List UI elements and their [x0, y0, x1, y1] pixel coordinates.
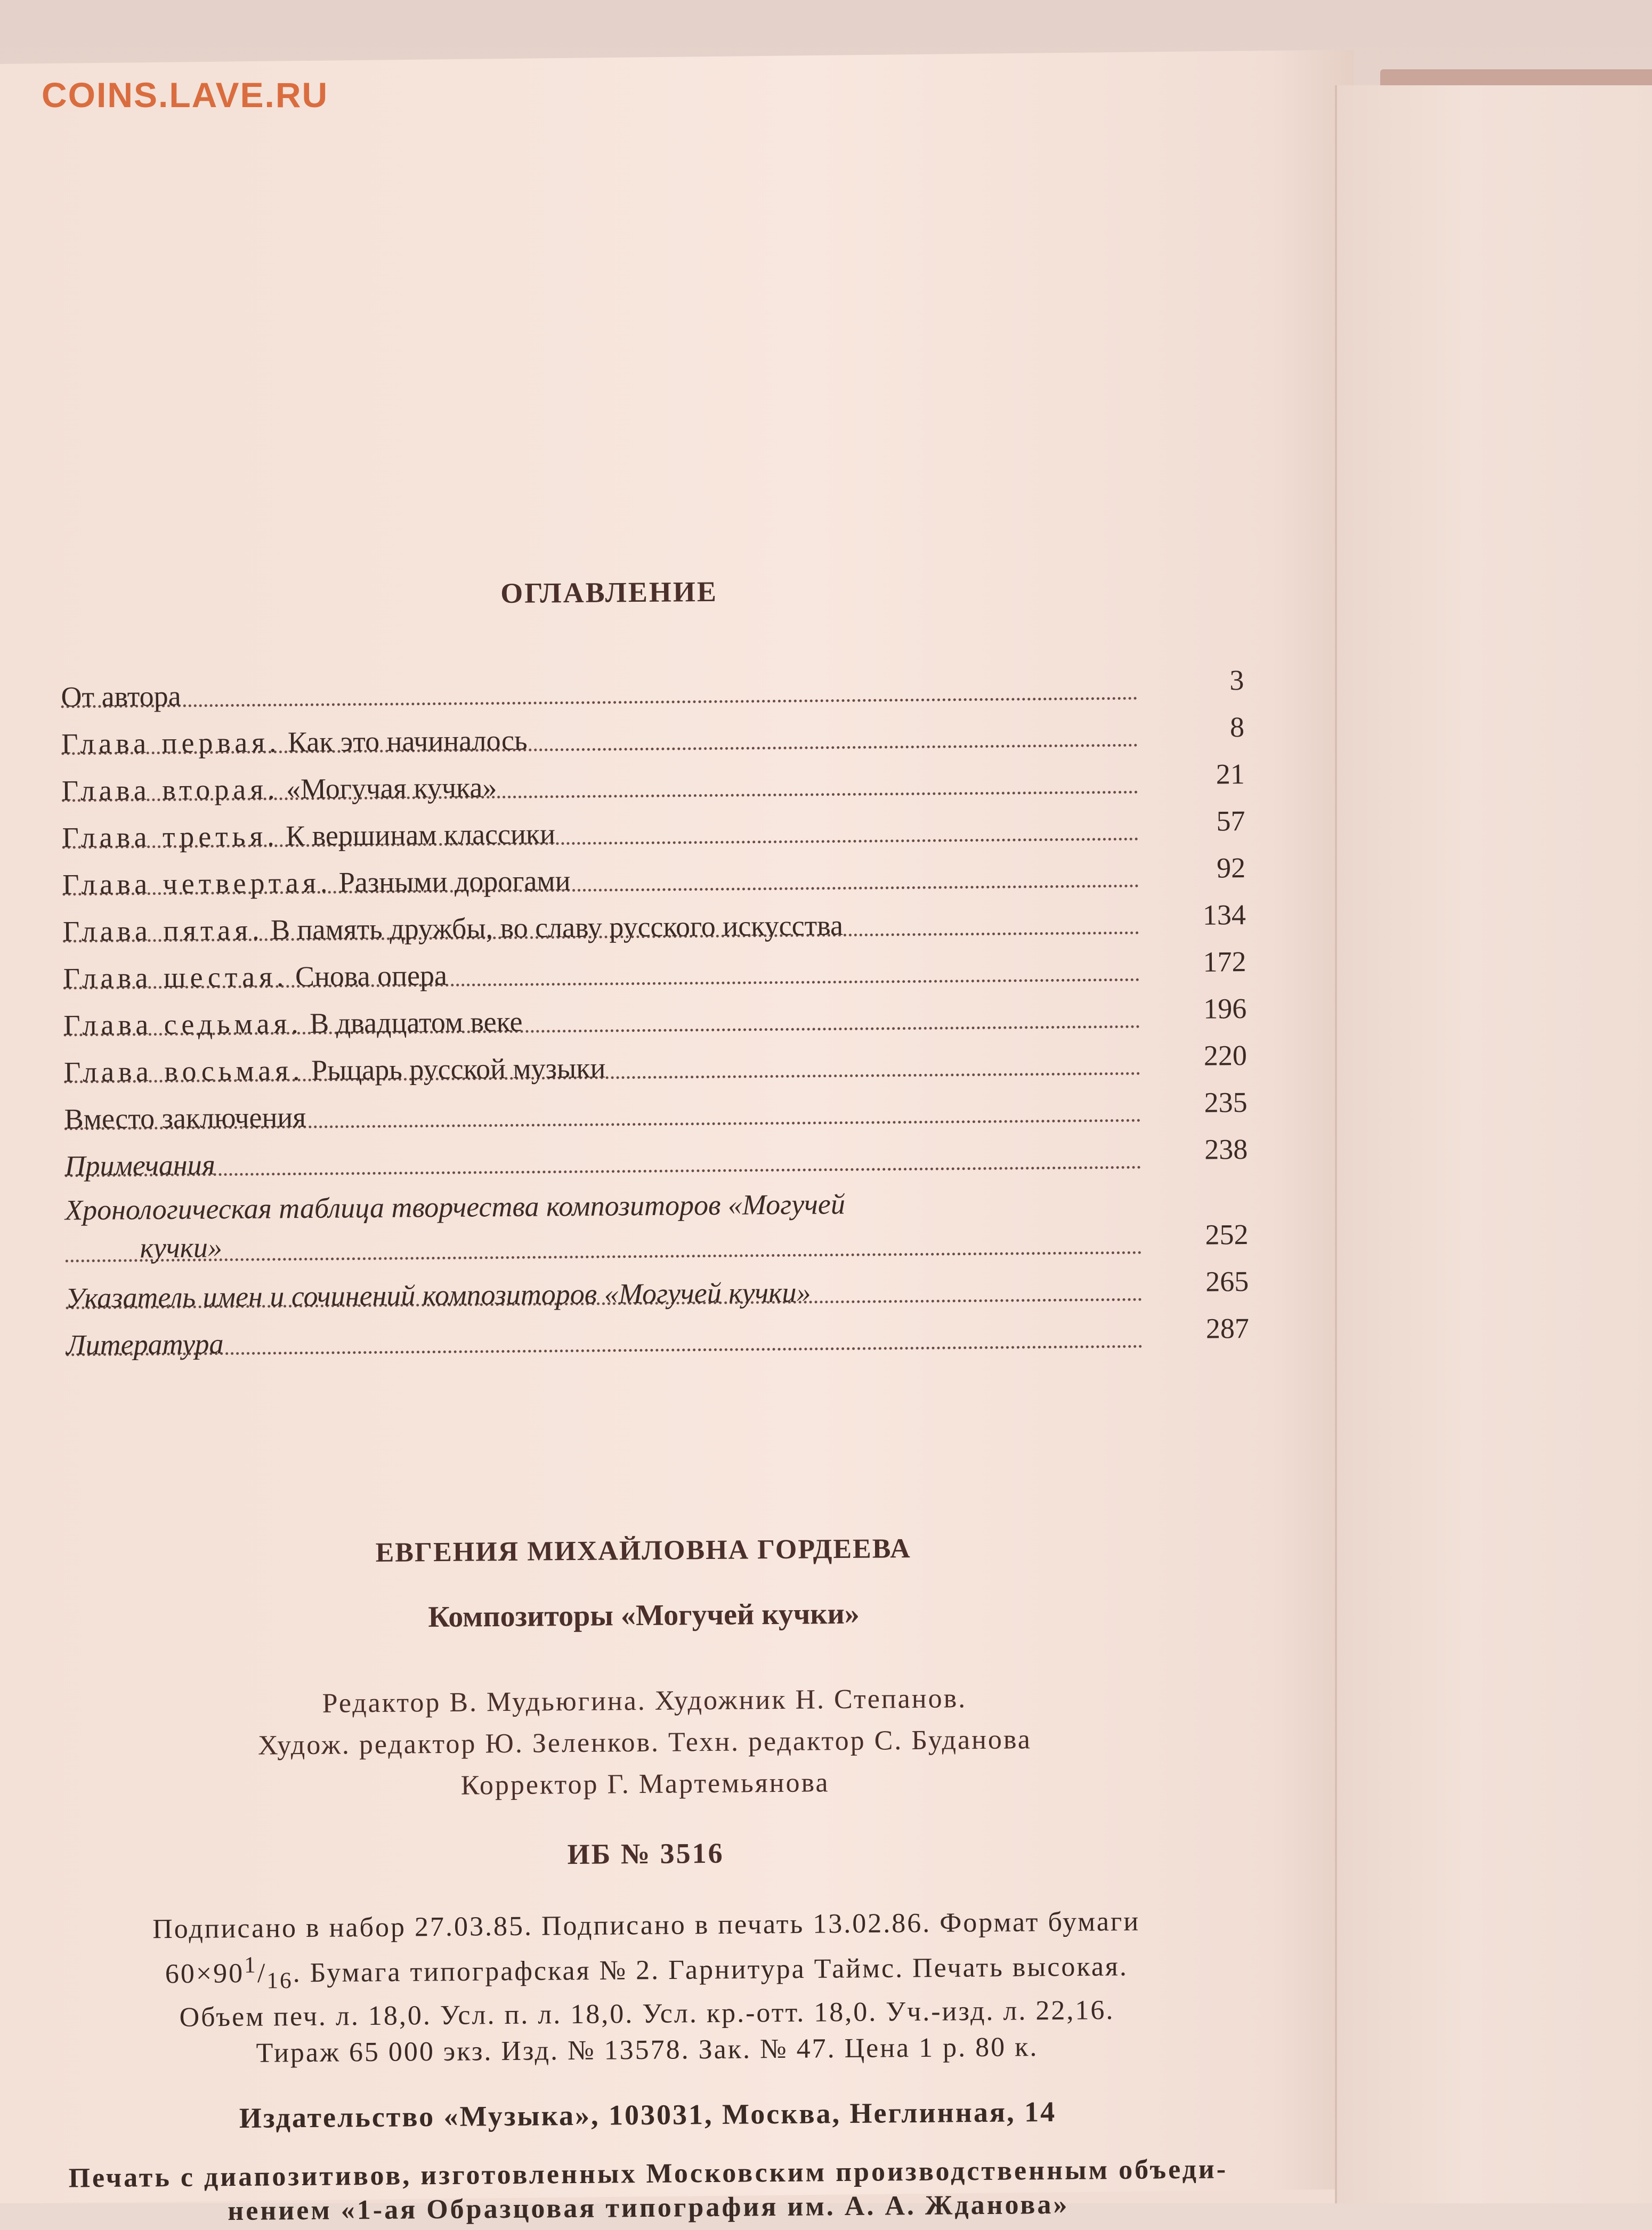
publication-details: [6, 1903, 1286, 2074]
toc-entry-page: 235: [1204, 1086, 1248, 1119]
toc-chapter-label: Глава третья.: [62, 820, 279, 854]
toc-entry-page: 220: [1203, 1039, 1248, 1072]
right-page: [1335, 85, 1652, 2203]
details-line: $60\times 90^1/_{16}$. Бумага типографская № 2. Гарнитура Таймс. Печать высокая.: [165, 1951, 1129, 1994]
credits-line: Худож. редактор Ю. Зеленков. Техн. редактор С. Буданова: [257, 1724, 1032, 1761]
toc-entry-title: Указатель имен и сочинений композиторов «Могучей кучки»: [66, 1276, 811, 1314]
toc-entry-title: Вместо заключения: [64, 1101, 306, 1135]
toc-chapter-label: Глава вторая.: [61, 773, 279, 807]
toc-entry: [63, 943, 1246, 999]
details-line: Объем печ. л. 18,0. Усл. п. л. 18,0. Усл. кр.-отт. 18,0. Уч.-изд. л. 22,16.: [179, 1994, 1115, 2033]
toc-entry-page: 265: [1205, 1265, 1249, 1298]
printer: [9, 2152, 1288, 2230]
printer-line: Печать с диапозитивов, изготовленных Московским производственным объеди-: [68, 2154, 1228, 2194]
toc-entry: [61, 708, 1245, 764]
details-line: Подписано в набор 27.03.85. Подписано в печать 13.02.86. Формат бумаги: [152, 1906, 1140, 1945]
toc-chapter-label: Глава пятая.: [62, 914, 264, 948]
toc-entry-page: 172: [1203, 946, 1246, 978]
printer-line: нением «1-ая Образцовая типография им. А. А. Жданова»: [228, 2189, 1070, 2226]
toc-entry-page: 21: [1216, 758, 1245, 790]
table-of-contents: [61, 661, 1249, 1366]
toc-entry-title: Разными дорогами: [331, 864, 571, 899]
toc-entry-title: Хронологическая таблица творчества композиторов «Могучей: [64, 1187, 846, 1226]
toc-entry-title: Примечания: [64, 1149, 216, 1182]
toc-entry-title: К вершинам классики: [278, 818, 556, 852]
toc-entry-page: 287: [1205, 1312, 1250, 1345]
toc-entry-title-continued: кучки»: [140, 1231, 223, 1264]
toc-entry-title: Снова опера: [288, 959, 448, 993]
dot-leader: [61, 697, 1138, 708]
toc-chapter-label: Глава четвертая.: [62, 866, 332, 901]
paper-format: 60×90: [165, 1958, 245, 1990]
author-name: ЕВГЕНИЯ МИХАЙЛОВНА ГОРДЕЕВА: [375, 1533, 911, 1568]
toc-entry-page: 134: [1202, 899, 1246, 931]
toc-entry: [65, 1177, 1249, 1272]
book-title: Композиторы «Могучей кучки»: [428, 1597, 860, 1634]
publisher: Издательство «Музыка», 103031, Москва, Неглинная, 14: [239, 2095, 1057, 2134]
paper-format-sup: 1: [244, 1952, 257, 1978]
details-line: Тираж 65 000 экз. Изд. № 13578. Зак. № 47. Цена 1 р. 80 к.: [256, 2031, 1039, 2069]
colophon: [4, 1530, 1288, 2230]
ib-number: ИБ № 3516: [567, 1837, 724, 1871]
credits-line: Корректор Г. Мартемьянова: [460, 1767, 830, 1801]
dot-leader: [65, 1166, 1141, 1177]
paper-format-sub: 16: [266, 1967, 293, 1994]
toc-entry-title: Рыцарь русской музыки: [304, 1052, 606, 1086]
details-text: . Бумага типографская № 2. Гарнитура Таймс. Печать высокая.: [293, 1951, 1129, 1989]
toc-entry-title: В двадцатом веке: [302, 1005, 523, 1039]
toc-chapter-label: Глава первая.: [61, 726, 281, 760]
toc-chapter-label: Глава восьмая.: [63, 1054, 304, 1088]
toc-entry-title: От автора: [61, 680, 181, 713]
toc-entry-page: 8: [1229, 711, 1245, 744]
toc-entry-title: «Могучая кучка»: [279, 771, 497, 805]
toc-entry: [66, 1310, 1250, 1366]
toc-entry: [63, 990, 1247, 1046]
toc-heading: ОГЛАВЛЕНИЕ: [500, 575, 718, 610]
toc-entry-title: В память дружбы, во славу русского искусства: [263, 909, 844, 946]
toc-entry-page: 252: [1205, 1218, 1249, 1251]
toc-entry-page: 3: [1229, 664, 1244, 697]
credits: [5, 1676, 1285, 1811]
toc-entry-title: Литература: [66, 1328, 224, 1361]
toc-entry-page: 196: [1203, 992, 1247, 1025]
toc-chapter-label: Глава седьмая.: [63, 1007, 303, 1041]
toc-chapter-label: Глава шестая.: [63, 960, 288, 995]
toc-entry-page: 92: [1216, 852, 1246, 884]
watermark: COINS.LAVE.RU: [42, 75, 329, 115]
dot-leader: [66, 1345, 1143, 1356]
toc-entry-page: 238: [1204, 1133, 1248, 1166]
toc-entry-page: 57: [1216, 805, 1245, 837]
credits-line: Редактор В. Мудьюгина. Художник Н. Степанов.: [322, 1683, 967, 1719]
toc-entry-title: Как это начиналось: [280, 724, 528, 758]
